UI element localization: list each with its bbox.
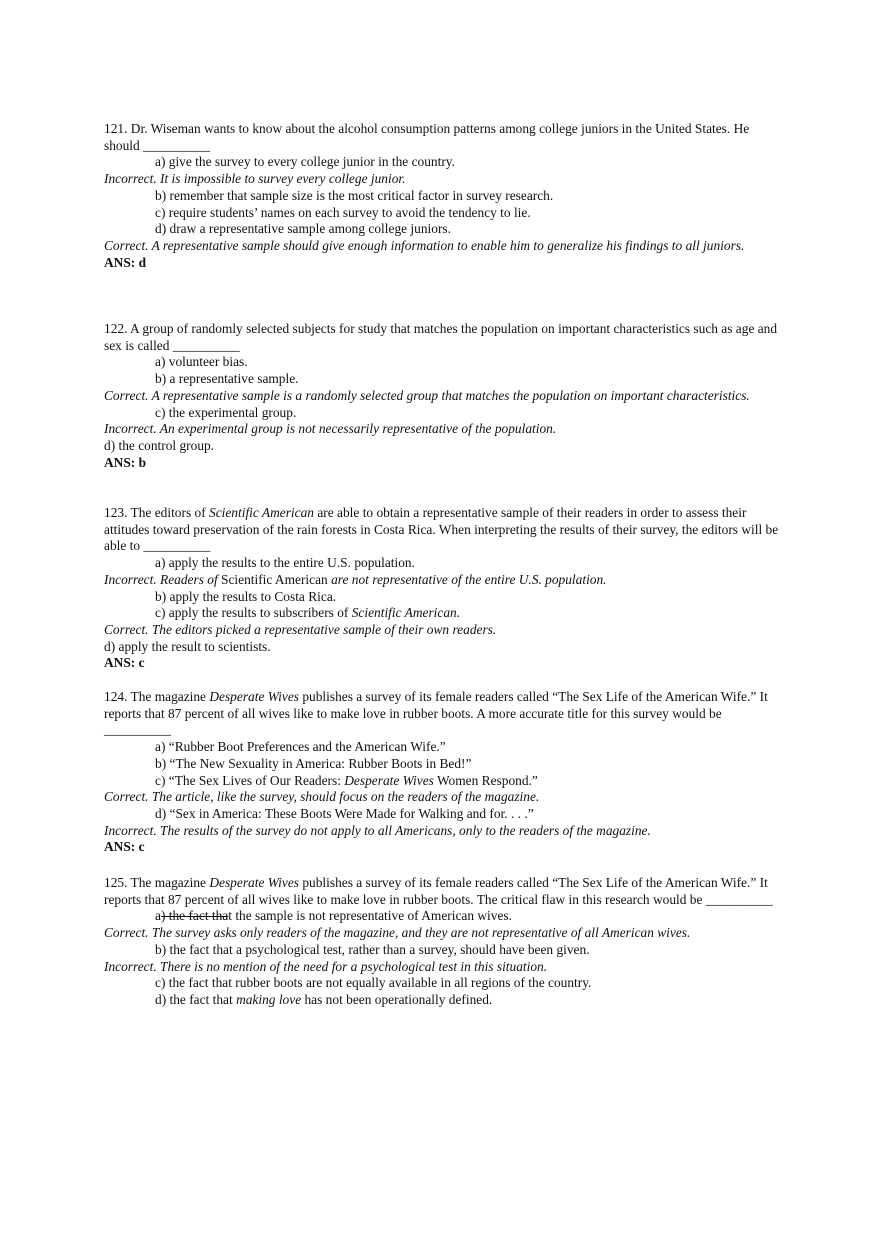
option-d: d) “Sex in America: These Boots Were Made for Walking and for. . . .” [155, 805, 534, 821]
stem-rest: are able to obtain a representative sample of their readers in order to assess their attitudes toward preservation of the rain forests in Costa Rica. When interpreting the results of their survey, the editors will be able to __________ [104, 505, 779, 554]
magazine-title: Desperate Wives [209, 689, 299, 704]
feedback-a: Incorrect. It is impossible to survey every college junior. [104, 171, 406, 187]
option-text: d) the fact that [155, 991, 237, 1007]
stem-rest: publishes a survey of its female readers called “The Sex Life of the American Wife.” It reports that 87 percent of all wives like to make love in rubber boots. A more accurate title for this survey would be __________ [104, 689, 768, 738]
answer-key: ANS: c [104, 839, 145, 855]
question-124 [104, 689, 784, 856]
magazine-title: Scientific American. [351, 605, 461, 621]
option-c: c) the fact that rubber boots are not equally available in all regions of the country. [155, 975, 592, 991]
option-a: a) apply the results to the entire U.S. population. [155, 555, 415, 571]
feedback-a: Correct. The survey asks only readers of the magazine, and they are not representative of all American wives. [104, 925, 691, 941]
magazine-title: Desperate Wives [344, 772, 434, 788]
feedback-c: Correct. The article, like the survey, should focus on the readers of the magazine. [104, 789, 540, 805]
question-stem [104, 875, 784, 908]
option-text: c) apply the results to subscribers of [155, 605, 352, 621]
question-123 [104, 505, 784, 672]
feedback-a [104, 572, 784, 589]
option-a [104, 908, 784, 925]
option-text: t the sample is not representative of American wives. [228, 908, 512, 924]
option-d: d) draw a representative sample among college juniors. [155, 221, 451, 237]
question-122 [104, 321, 784, 471]
feedback-c: Correct. The editors picked a representative sample of their own readers. [104, 621, 497, 637]
option-text: Women Respond.” [433, 772, 538, 788]
option-a: a) give the survey to every college junior in the country. [155, 154, 455, 170]
option-text: has not been operationally defined. [301, 991, 493, 1007]
stem-number: 123. The editors of [104, 505, 209, 520]
feedback-d: Incorrect. The results of the survey do not apply to all Americans, only to the readers of the magazine. [104, 822, 651, 838]
feedback-b: Incorrect. There is no mention of the need for a psychological test in this situation. [104, 958, 548, 974]
option-d: d) apply the result to scientists. [104, 638, 271, 654]
option-d [104, 992, 784, 1009]
feedback-c: Incorrect. An experimental group is not necessarily representative of the population. [104, 421, 557, 437]
option-b: b) the fact that a psychological test, rather than a survey, should have been given. [155, 941, 590, 957]
option-b: b) apply the results to Costa Rica. [155, 588, 337, 604]
question-121 [104, 121, 784, 271]
option-a: a) volunteer bias. [155, 354, 248, 370]
option-c [104, 605, 784, 622]
question-stem [104, 689, 784, 739]
option-c [104, 773, 784, 790]
struck-text: ) the fact tha [160, 908, 229, 924]
option-a: a) “Rubber Boot Preferences and the American Wife.” [155, 739, 446, 755]
emphasis: making love [236, 991, 302, 1007]
option-b: b) a representative sample. [155, 371, 299, 387]
option-b: b) “The New Sexuality in America: Rubber Boots in Bed!” [155, 755, 472, 771]
option-b: b) remember that sample size is the most critical factor in survey research. [155, 187, 554, 203]
question-stem: 122. A group of randomly selected subjects for study that matches the population on important characteristics such as age and sex is called __________ [104, 321, 778, 353]
magazine-title: Desperate Wives [209, 875, 299, 890]
feedback-b: Correct. A representative sample is a randomly selected group that matches the population on important characteristics. [104, 387, 750, 403]
answer-key: ANS: b [104, 454, 147, 470]
answer-key: ANS: d [104, 254, 147, 270]
stem-number: 124. The magazine [104, 689, 210, 704]
question-stem [104, 505, 784, 555]
option-text: c) “The Sex Lives of Our Readers: [155, 772, 345, 788]
option-c: c) require students’ names on each survey to avoid the tendency to lie. [155, 204, 531, 220]
question-125 [104, 875, 784, 1009]
feedback-text: Incorrect. Readers of [104, 571, 222, 587]
stem-number: 125. The magazine [104, 875, 210, 890]
feedback-text: are not representative of the entire U.S. population. [327, 571, 607, 587]
feedback-d: Correct. A representative sample should give enough information to enable him to generalize his findings to all juniors. [104, 237, 745, 253]
option-d: d) the control group. [104, 437, 215, 453]
stem-rest: publishes a survey of its female readers called “The Sex Life of the American Wife.” It reports that 87 percent of all wives like to make love in rubber boots. The critical flaw in this research would be __________ [104, 875, 773, 907]
option-c: c) the experimental group. [155, 404, 297, 420]
option-letter: a [155, 908, 161, 924]
magazine-title: Scientific American [221, 571, 328, 587]
question-stem: 121. Dr. Wiseman wants to know about the alcohol consumption patterns among college juniors in the United States. He should __________ [104, 121, 750, 153]
answer-key: ANS: c [104, 655, 145, 671]
magazine-title: Scientific American [209, 505, 314, 520]
